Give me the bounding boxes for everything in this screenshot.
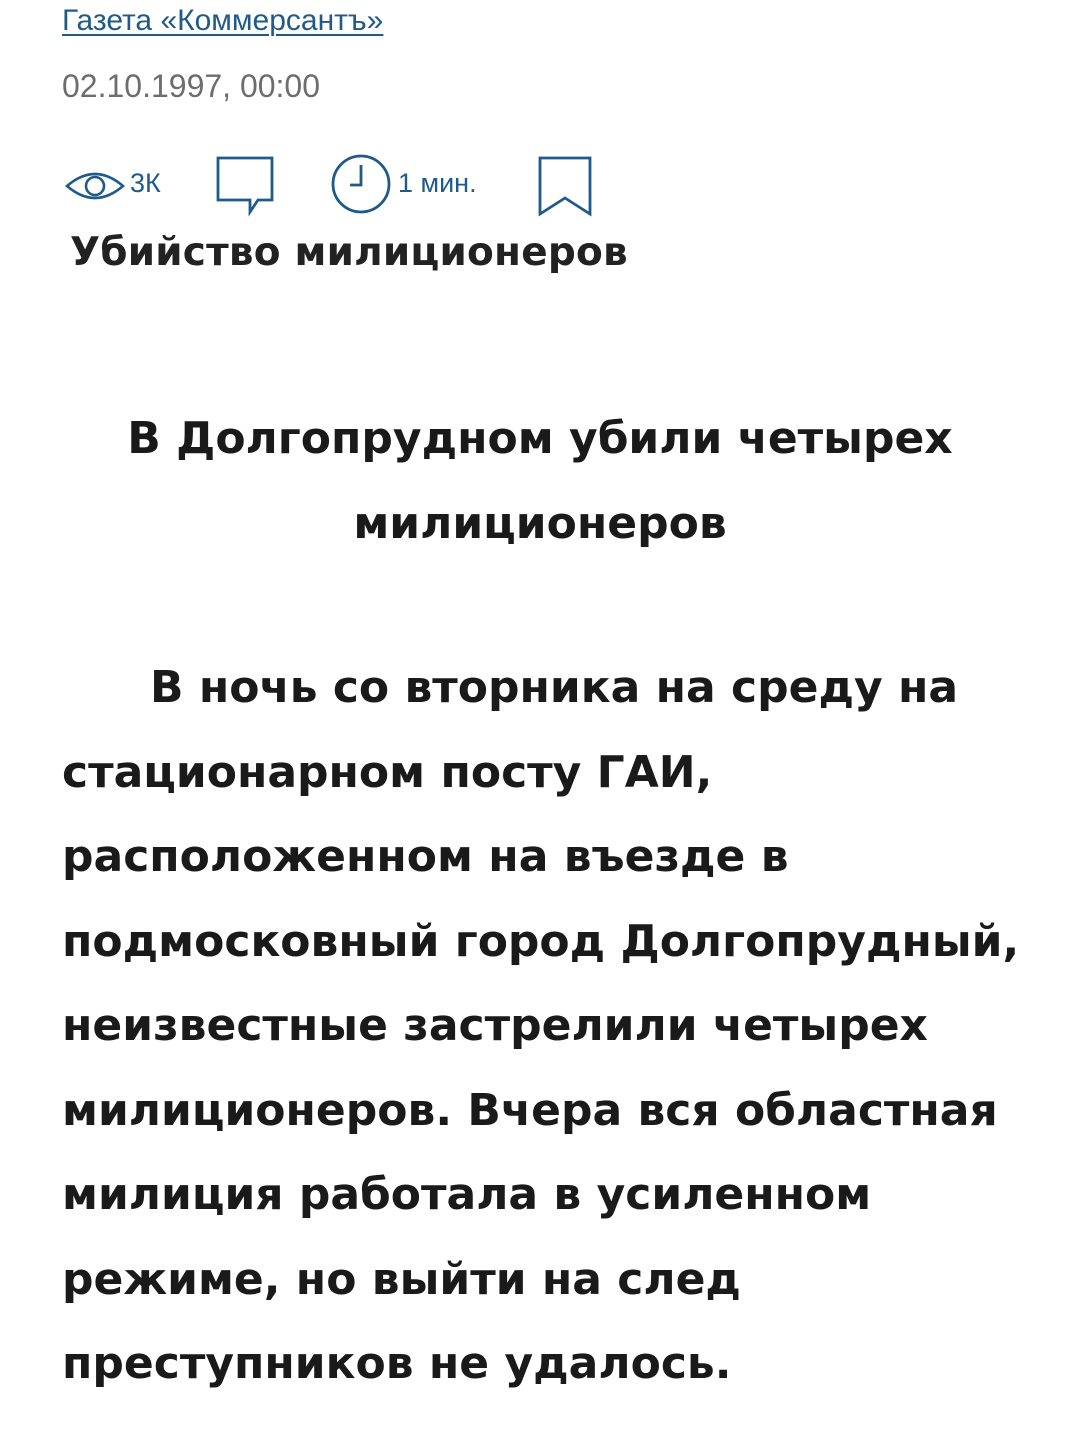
publication-date: 02.10.1997, 00:00 <box>62 68 321 104</box>
clock-icon <box>330 153 394 217</box>
comment-icon[interactable] <box>214 154 278 220</box>
read-time: 1 мин. <box>398 168 477 198</box>
eye-icon <box>64 166 126 206</box>
article-subtitle: В Долгопрудном убили четырех милиционеров <box>127 413 953 549</box>
views-count: 3К <box>130 168 161 198</box>
article-body: В ночь со вторника на среду на стационарном посту ГАИ, расположенном на въезде в подмосковный город Долгопрудный, неизвестные застрелили четырех милиционеров. Вчера вся областная милиция работала в усиленном режиме, но выйти на след преступников не удалось. <box>62 662 1020 1389</box>
article-title: Убийство милиционеров <box>70 230 628 275</box>
bookmark-icon[interactable] <box>536 154 594 218</box>
article-meta-bar <box>62 152 622 222</box>
source-link[interactable]: Газета «Коммерсантъ» <box>62 4 384 37</box>
